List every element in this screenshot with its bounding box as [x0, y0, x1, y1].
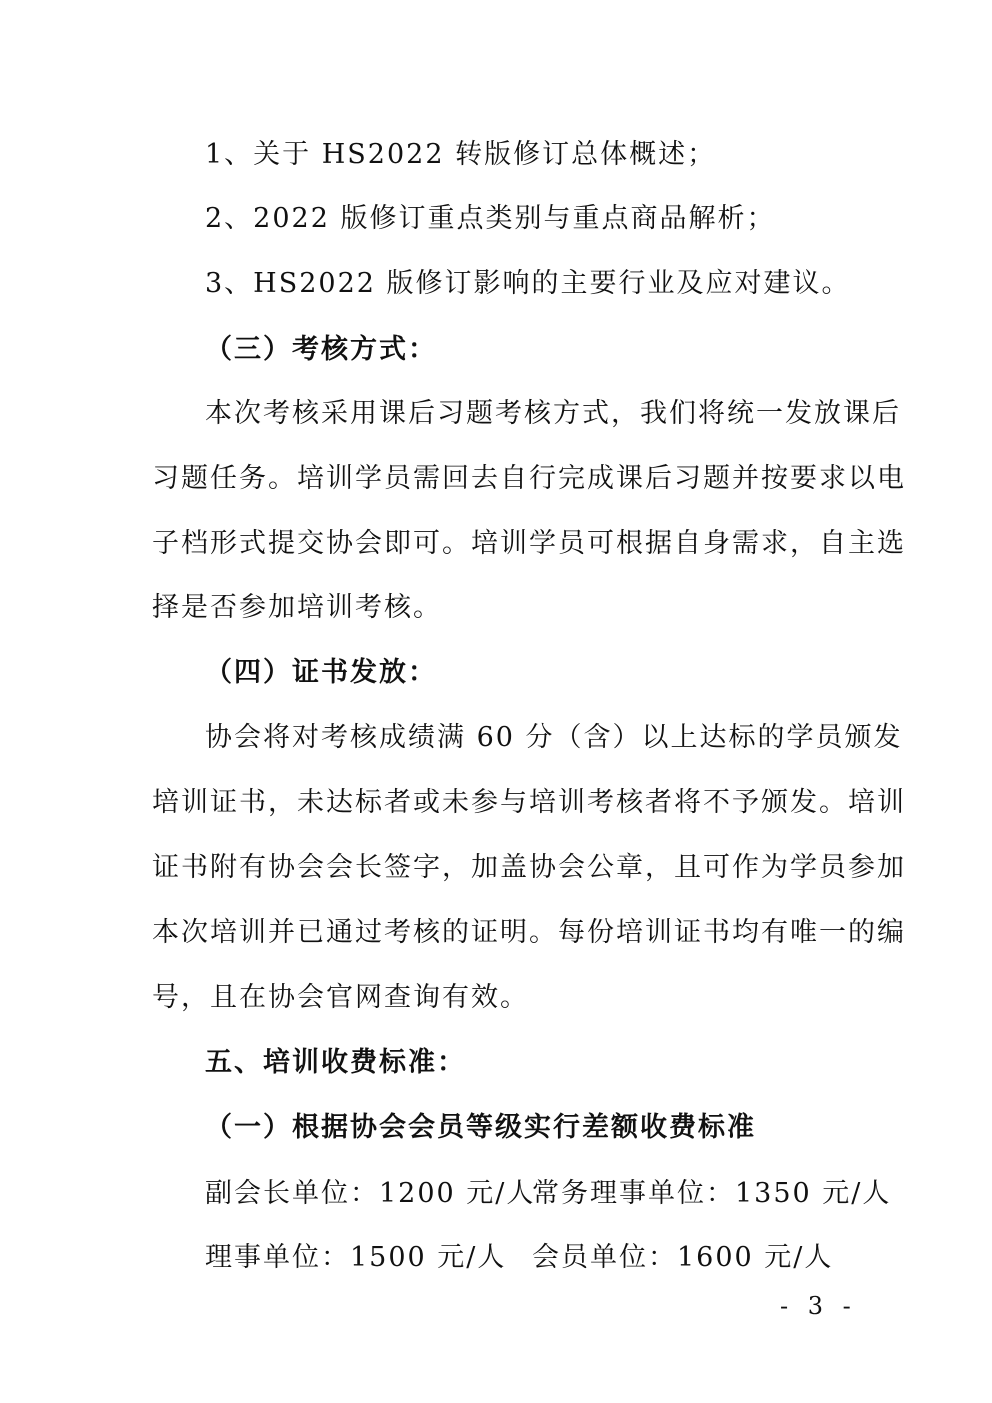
fees-heading: 五、培训收费标准：	[205, 1047, 466, 1078]
page-number: - 3 -	[780, 1292, 857, 1320]
fee-vice-president: 副会长单位：1200 元/人	[205, 1178, 536, 1209]
assessment-line-1: 本次考核采用课后习题考核方式，我们将统一发放课后	[205, 398, 901, 429]
fee-executive-director: 常务理事单位：1350 元/人	[532, 1178, 892, 1209]
assessment-line-2: 习题任务。培训学员需回去自行完成课后习题并按要求以电	[152, 463, 906, 494]
fees-subheading: （一）根据协会会员等级实行差额收费标准	[205, 1112, 756, 1143]
assessment-line-4: 择是否参加培训考核。	[152, 592, 442, 623]
certificate-line-3: 证书附有协会会长签字，加盖协会公章，且可作为学员参加	[152, 852, 906, 883]
certificate-line-5: 号，且在协会官网查询有效。	[152, 982, 529, 1013]
list-item-2: 2、2022 版修订重点类别与重点商品解析；	[205, 203, 776, 234]
certificate-line-4: 本次培训并已通过考核的证明。每份培训证书均有唯一的编	[152, 917, 906, 948]
certificate-heading: （四）证书发放：	[205, 657, 437, 688]
fee-member: 会员单位：1600 元/人	[532, 1242, 834, 1273]
list-item-3: 3、HS2022 版修订影响的主要行业及应对建议。	[205, 268, 851, 299]
assessment-line-3: 子档形式提交协会即可。培训学员可根据自身需求，自主选	[152, 528, 906, 559]
assessment-heading: （三）考核方式：	[205, 334, 437, 365]
list-item-1: 1、关于 HS2022 转版修订总体概述；	[205, 139, 717, 170]
certificate-line-2: 培训证书，未达标者或未参与培训考核者将不予颁发。培训	[152, 787, 906, 818]
certificate-line-1: 协会将对考核成绩满 60 分（含）以上达标的学员颁发	[205, 722, 903, 753]
fee-director: 理事单位：1500 元/人	[205, 1242, 507, 1273]
